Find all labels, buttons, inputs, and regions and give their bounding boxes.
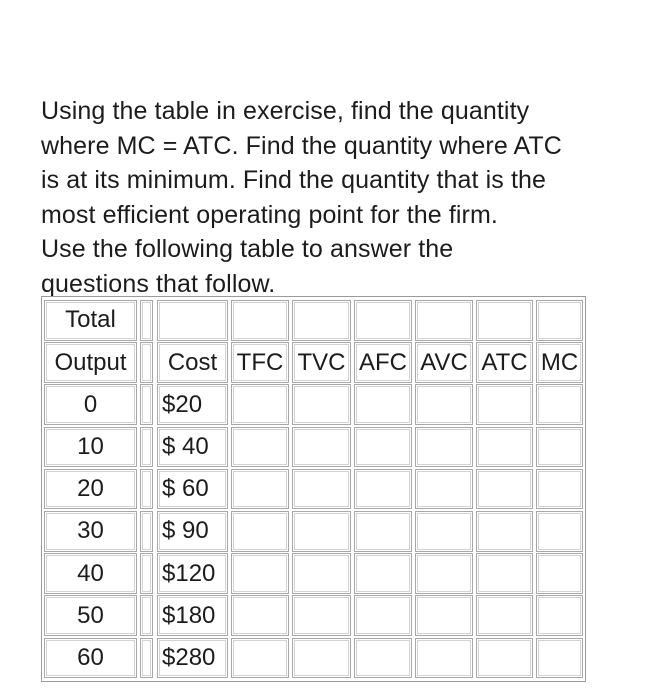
spacer-cell <box>140 384 153 425</box>
tvc-cell <box>292 553 351 594</box>
afc-cell <box>354 595 412 636</box>
header-tvc-cell <box>292 300 351 341</box>
afc-cell <box>354 511 412 552</box>
atc-cell <box>476 427 533 468</box>
tvc-cell <box>292 638 351 679</box>
atc-cell <box>476 595 533 636</box>
output-cell: 40 <box>44 553 137 594</box>
tvc-cell <box>292 427 351 468</box>
tfc-cell <box>231 427 289 468</box>
tfc-cell <box>231 384 289 425</box>
cost-cell: $120 <box>157 553 228 594</box>
output-cell: 20 <box>44 469 137 510</box>
cost-table <box>41 296 586 682</box>
header-spacer-cell <box>140 342 153 383</box>
question-line: where MC = ATC. Find the quantity where ATC <box>41 131 562 160</box>
atc-cell <box>476 553 533 594</box>
output-cell: 60 <box>44 638 137 679</box>
atc-cell <box>476 638 533 679</box>
mc-cell <box>536 553 583 594</box>
spacer-cell <box>140 427 153 468</box>
header-spacer-cell <box>140 300 153 341</box>
question-line: most efficient operating point for the firm. <box>41 200 498 229</box>
tfc-cell <box>231 638 289 679</box>
avc-cell <box>415 427 473 468</box>
cost-cell: $180 <box>157 595 228 636</box>
cost-cell: $20 <box>157 384 228 425</box>
header-output-cell: Output <box>44 342 137 383</box>
header-tfc-cell <box>231 300 289 341</box>
spacer-cell <box>140 511 153 552</box>
spacer-cell <box>140 553 153 594</box>
header-avc-cell <box>415 300 473 341</box>
header-avc-cell: AVC <box>415 342 473 383</box>
atc-cell <box>476 384 533 425</box>
afc-cell <box>354 427 412 468</box>
header-cost-cell: Cost <box>157 342 228 383</box>
spacer-cell <box>140 638 153 679</box>
afc-cell <box>354 638 412 679</box>
question-line: is at its minimum. Find the quantity that is the <box>41 166 547 194</box>
header-afc-cell <box>354 300 412 341</box>
mc-cell <box>536 595 583 636</box>
afc-cell <box>354 469 412 510</box>
output-cell: 50 <box>44 595 137 636</box>
tvc-cell <box>292 384 351 425</box>
cost-cell: $280 <box>157 638 228 679</box>
header-tfc-cell: TFC <box>231 342 289 383</box>
header-atc-cell: ATC <box>476 342 533 383</box>
question-text <box>41 94 631 301</box>
tfc-cell <box>231 595 289 636</box>
header-tvc-cell: TVC <box>292 342 351 383</box>
cost-cell: $ 60 <box>157 469 228 510</box>
output-cell: 0 <box>44 384 137 425</box>
header-afc-cell: AFC <box>354 342 412 383</box>
avc-cell <box>415 469 473 510</box>
afc-cell <box>354 553 412 594</box>
question-line: questions that follow. <box>41 269 276 298</box>
cost-cell: $ 90 <box>157 511 228 552</box>
avc-cell <box>415 638 473 679</box>
tfc-cell <box>231 469 289 510</box>
tvc-cell <box>292 469 351 510</box>
afc-cell <box>354 384 412 425</box>
mc-cell <box>536 638 583 679</box>
tvc-cell <box>292 511 351 552</box>
output-cell: 30 <box>44 511 137 552</box>
mc-cell <box>536 427 583 468</box>
output-cell: 10 <box>44 427 137 468</box>
atc-cell <box>476 511 533 552</box>
header-mc-cell: MC <box>536 342 583 383</box>
question-line: Use the following table to answer the <box>41 235 454 263</box>
mc-cell <box>536 511 583 552</box>
avc-cell <box>415 384 473 425</box>
header-mc-cell <box>536 300 583 341</box>
spacer-cell <box>140 469 153 510</box>
cost-cell: $ 40 <box>157 427 228 468</box>
header-cost-cell <box>157 300 228 341</box>
spacer-cell <box>140 595 153 636</box>
header-atc-cell <box>476 300 533 341</box>
question-line: Using the table in exercise, find the quantity <box>41 97 530 125</box>
avc-cell <box>415 595 473 636</box>
mc-cell <box>536 384 583 425</box>
tvc-cell <box>292 595 351 636</box>
avc-cell <box>415 511 473 552</box>
tfc-cell <box>231 553 289 594</box>
atc-cell <box>476 469 533 510</box>
header-output-cell: Total <box>44 300 137 341</box>
mc-cell <box>536 469 583 510</box>
avc-cell <box>415 553 473 594</box>
tfc-cell <box>231 511 289 552</box>
